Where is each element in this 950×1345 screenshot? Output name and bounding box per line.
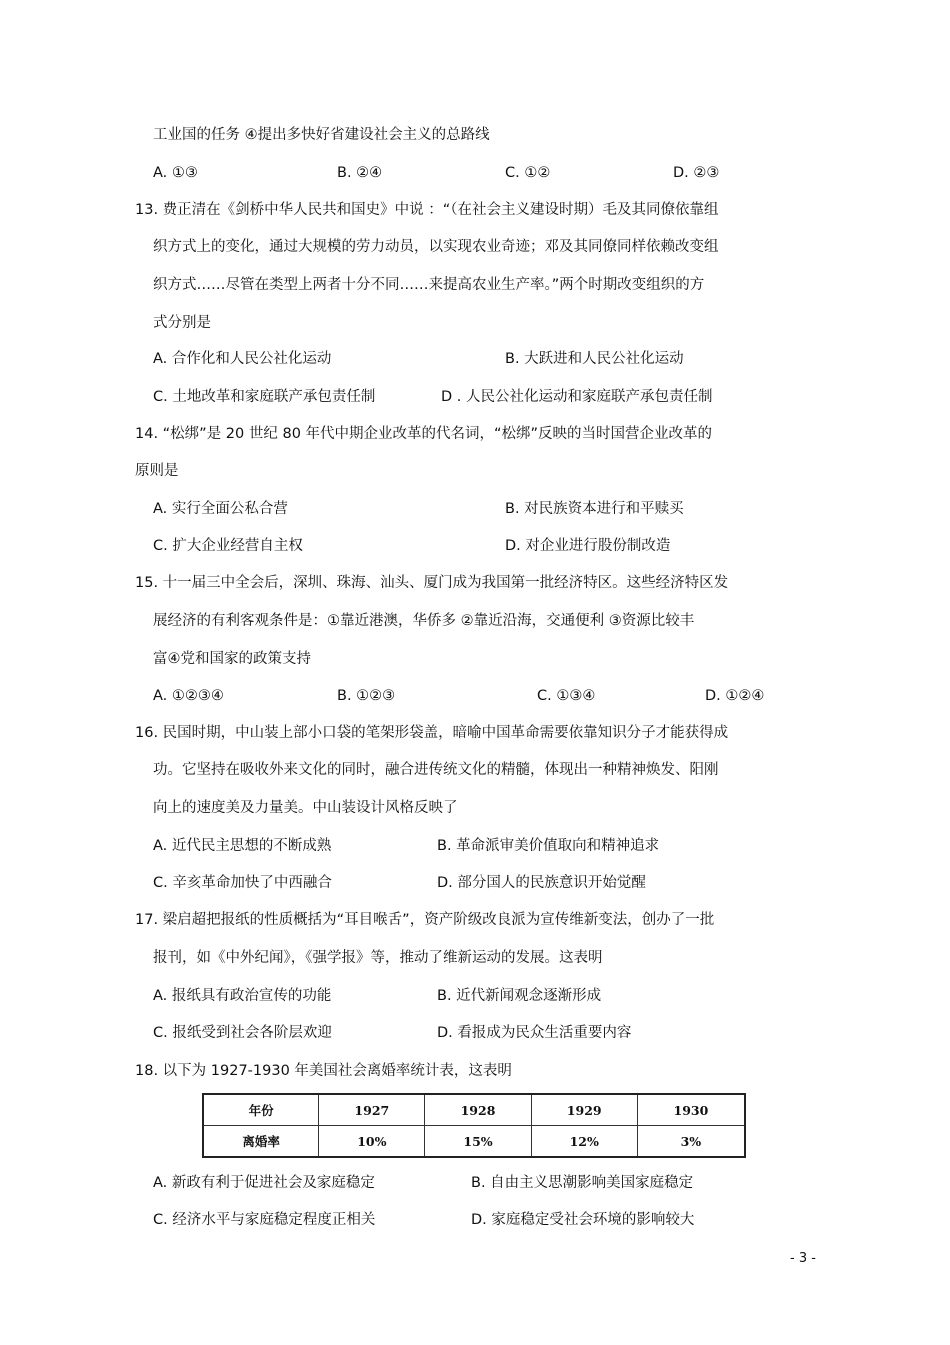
q14-option-b: B. 对民族资本进行和平赎买 xyxy=(505,501,684,517)
q18-option-d: D. 家庭稳定受社会环境的影响较大 xyxy=(471,1212,695,1228)
question-13-line-4: 式分别是 xyxy=(153,315,211,331)
question-17-line-1: 17. 梁启超把报纸的性质概括为“耳目喉舌”，资产阶级改良派为宣传维新变法，创办了一批 xyxy=(135,912,715,928)
q18-option-a: A. 新政有利于促进社会及家庭稳定 xyxy=(153,1175,375,1191)
q12-option-c: C. ①② xyxy=(505,165,551,181)
q17-option-c: C. 报纸受到社会各阶层欢迎 xyxy=(153,1025,332,1041)
question-15-line-2: 展经济的有利客观条件是：①靠近港澳，华侨多 ②靠近沿海，交通便利 ③资源比较丰 xyxy=(153,613,695,629)
q13-option-a: A. 合作化和人民公社化运动 xyxy=(153,351,332,367)
q18-option-c: C. 经济水平与家庭稳定程度正相关 xyxy=(153,1212,376,1228)
q14-option-c: C. 扩大企业经营自主权 xyxy=(153,538,303,554)
question-13-line-3: 织方式……尽管在类型上两者十分不同……来提高农业生产率。”两个时期改变组织的方 xyxy=(153,277,705,293)
divorce-rate-table xyxy=(202,1093,746,1158)
q16-option-c: C. 辛亥革命加快了中西融合 xyxy=(153,875,332,891)
q14-option-a: A. 实行全面公私合营 xyxy=(153,501,288,517)
q16-option-a: A. 近代民主思想的不断成熟 xyxy=(153,838,332,854)
q17-option-a: A. 报纸具有政治宣传的功能 xyxy=(153,988,332,1004)
page-number: - 3 - xyxy=(790,1251,816,1266)
table-cell: 1929 xyxy=(531,1094,637,1126)
question-17-line-2: 报刊，如《中外纪闻》，《强学报》等，推动了维新运动的发展。这表明 xyxy=(153,950,603,966)
q15-option-d: D. ①②④ xyxy=(705,688,765,704)
table-cell: 离婚率 xyxy=(203,1126,319,1158)
q16-option-b: B. 革命派审美价值取向和精神追求 xyxy=(437,838,660,854)
table-cell: 12% xyxy=(531,1126,637,1158)
question-13-line-2: 织方式上的变化，通过大规模的劳力动员，以实现农业奇迹；邓及其同僚同样依赖改变组 xyxy=(153,239,719,255)
question-13-line-1: 13. 费正清在《剑桥中华人民共和国史》中说 ：“（在社会主义建设时期）毛及其同僚依靠组 xyxy=(135,202,719,218)
q15-option-b: B. ①②③ xyxy=(337,688,396,704)
table-cell: 年份 xyxy=(203,1094,319,1126)
q12-option-b: B. ②④ xyxy=(337,165,383,181)
q15-option-a: A. ①②③④ xyxy=(153,688,224,704)
q13-option-d: D . 人民公社化运动和家庭联产承包责任制 xyxy=(441,389,713,405)
table-cell: 1927 xyxy=(319,1094,425,1126)
q14-option-d: D. 对企业进行股份制改造 xyxy=(505,538,671,554)
table-cell: 1930 xyxy=(637,1094,745,1126)
question-16-line-3: 向上的速度美及力量美。中山装设计风格反映了 xyxy=(153,800,458,816)
q17-option-d: D. 看报成为民众生活重要内容 xyxy=(437,1025,632,1041)
q15-option-c: C. ①③④ xyxy=(537,688,596,704)
question-18-stem: 18. 以下为 1927-1930 年美国社会离婚率统计表，这表明 xyxy=(135,1063,512,1079)
q12-option-d: D. ②③ xyxy=(673,165,720,181)
question-14-line-1: 14. “松绑”是 20 世纪 80 年代中期企业改革的代名词，“松绑”反映的当时国营企业改革的 xyxy=(135,426,713,442)
question-16-line-2: 功。它坚持在吸收外来文化的同时，融合进传统文化的精髓，体现出一种精神焕发、阳刚 xyxy=(153,762,719,778)
question-15-line-1: 15. 十一届三中全会后，深圳、珠海、汕头、厦门成为我国第一批经济特区。这些经济特区发 xyxy=(135,575,729,591)
question-16-line-1: 16. 民国时期，中山装上部小口袋的笔架形袋盖，暗喻中国革命需要依靠知识分子才能获得成 xyxy=(135,725,729,741)
q17-option-b: B. 近代新闻观念逐渐形成 xyxy=(437,988,602,1004)
table-row xyxy=(203,1126,745,1158)
question-14-line-2: 原则是 xyxy=(135,463,179,479)
q13-option-b: B. 大跃进和人民公社化运动 xyxy=(505,351,684,367)
table-cell: 1928 xyxy=(425,1094,531,1126)
question-15-line-3: 富④党和国家的政策支持 xyxy=(153,651,311,667)
q12-option-a: A. ①③ xyxy=(153,165,198,181)
question-12-continuation: 工业国的任务 ④提出多快好省建设社会主义的总路线 xyxy=(153,127,490,143)
table-cell: 10% xyxy=(319,1126,425,1158)
table-cell: 15% xyxy=(425,1126,531,1158)
table-header-row xyxy=(203,1094,745,1126)
table-cell: 3% xyxy=(637,1126,745,1158)
q13-option-c: C. 土地改革和家庭联产承包责任制 xyxy=(153,389,376,405)
q16-option-d: D. 部分国人的民族意识开始觉醒 xyxy=(437,875,646,891)
q18-option-b: B. 自由主义思潮影响美国家庭稳定 xyxy=(471,1175,694,1191)
